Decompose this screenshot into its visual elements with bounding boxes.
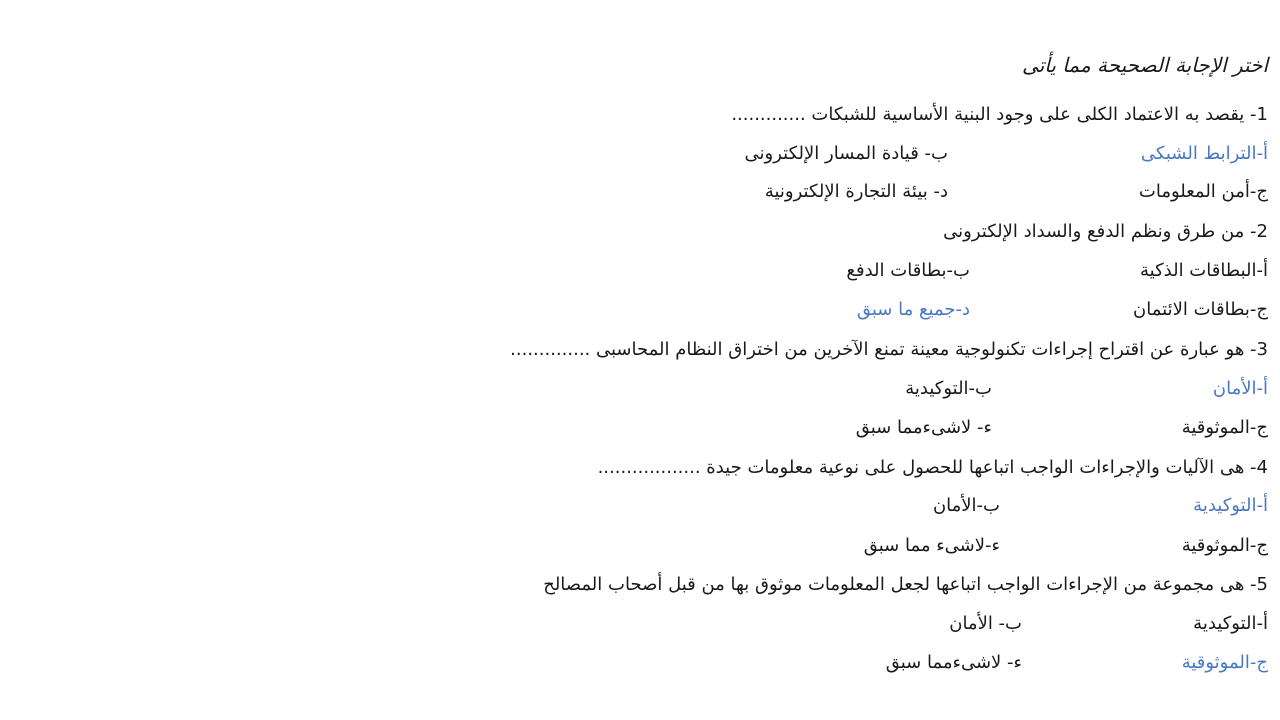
question-4-option-a[interactable]: أ-التوكيدية [1193,495,1268,516]
question-2-option-c[interactable]: ج-بطاقات الائتمان [1133,299,1268,320]
question-5-option-b[interactable]: ب- الأمان [949,613,1022,634]
question-4-option-c[interactable]: ج-الموثوقية [1181,535,1268,556]
question-3-option-a[interactable]: أ-الأمان [1212,378,1268,399]
question-3-option-b[interactable]: ب-التوكيدية [905,378,992,399]
question-5-option-c[interactable]: ج-الموثوقية [1181,652,1268,673]
question-1-option-c[interactable]: ج-أمن المعلومات [1138,181,1268,202]
question-3-option-d[interactable]: ء- لاشىءمما سبق [855,417,992,438]
question-5-text: 5- هى مجموعة من الإجراءات الواجب اتباعها لجعل المعلومات موثوق بها من قبل أصحاب المصالح [543,574,1268,595]
question-1-option-b[interactable]: ب- قيادة المسار الإلكترونى [744,143,948,164]
question-5-option-a[interactable]: أ-التوكيدية [1193,613,1268,634]
question-4-text: 4- هى الآليات والإجراءات الواجب اتباعها للحصول على نوعية معلومات جيدة .................. [597,457,1268,478]
question-2-option-b[interactable]: ب-بطاقات الدفع [846,260,970,281]
page-title: اختر الإجابة الصحيحة مما يأتى [1022,53,1268,77]
question-4-option-b[interactable]: ب-الأمان [932,495,1000,516]
question-4-option-d[interactable]: ء-لاشىء مما سبق [863,535,1000,556]
question-1-option-d[interactable]: د- بيئة التجارة الإلكترونية [764,181,948,202]
question-5-option-d[interactable]: ء- لاشىءمما سبق [885,652,1022,673]
question-3-option-c[interactable]: ج-الموثوقية [1181,417,1268,438]
question-1-option-a[interactable]: أ-الترابط الشبكى [1140,143,1268,164]
question-2-option-a[interactable]: أ-البطاقات الذكية [1139,260,1268,281]
question-1-text: 1- يقصد به الاعتماد الكلى على وجود البنية الأساسية للشبكات ............. [731,104,1268,125]
question-2-text: 2- من طرق ونظم الدفع والسداد الإلكترونى [943,221,1268,242]
question-3-text: 3- هو عبارة عن اقتراح إجراءات تكنولوجية معينة تمنع الآخرين من اختراق النظام المحاسبى .............. [510,339,1268,360]
question-2-option-d[interactable]: د-جميع ما سبق [856,299,970,320]
